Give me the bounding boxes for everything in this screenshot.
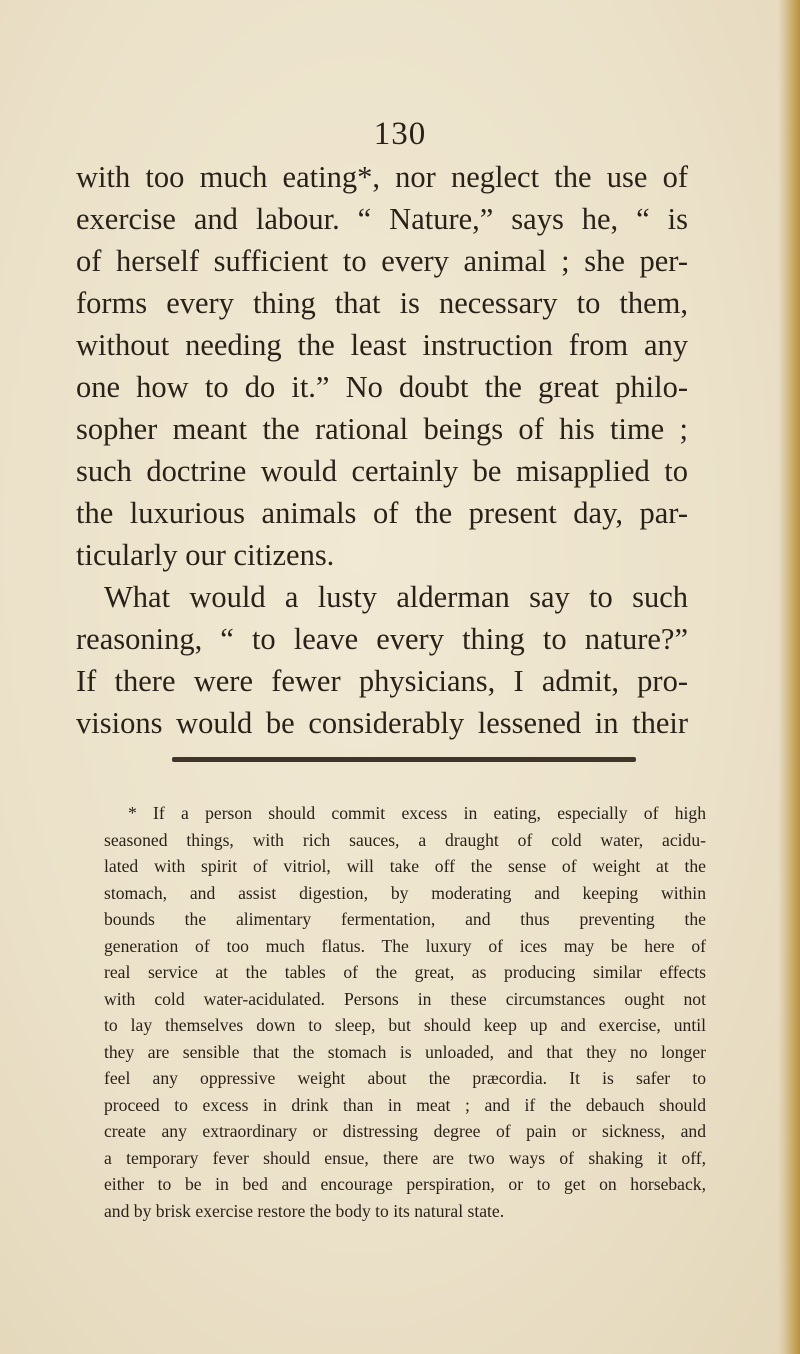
text-line: visions would be considerably lessened in their bbox=[76, 706, 688, 740]
footnote-line: create any extraordinary or distressing degree of pain or sickness, and bbox=[104, 1121, 706, 1141]
footnote-line: real service at the tables of the great, as producing similar effects bbox=[104, 962, 706, 982]
text-line: forms every thing that is necessary to them, bbox=[76, 286, 688, 320]
text-line: such doctrine would certainly be misapplied to bbox=[76, 454, 688, 488]
footnote-line: generation of too much flatus. The luxury of ices may be here of bbox=[104, 935, 706, 956]
text-line: sopher meant the rational beings of his time ; bbox=[76, 412, 688, 446]
text-line: If there were fewer physicians, I admit, pro- bbox=[76, 664, 688, 698]
footnote-line: with cold water-acidulated. Persons in these circumstances ought not bbox=[104, 988, 706, 1009]
text-line: What would a lusty alderman say to such bbox=[104, 580, 688, 614]
footnote-line: stomach, and assist digestion, by moderating and keeping within bbox=[104, 882, 706, 903]
footnote-line: seasoned things, with rich sauces, a draught of cold water, acidu- bbox=[104, 829, 706, 850]
footnote-line: they are sensible that the stomach is unloaded, and that they no longer bbox=[104, 1041, 706, 1062]
text-line: of herself sufficient to every animal ; she per- bbox=[76, 244, 688, 278]
text-line: ticularly our citizens. bbox=[76, 538, 335, 572]
footnote bbox=[104, 800, 706, 1224]
page-number: 130 bbox=[373, 116, 427, 152]
text-line: with too much eating*, nor neglect the use of bbox=[76, 160, 688, 194]
footnote-rule bbox=[172, 757, 636, 762]
text-line: the luxurious animals of the present day, par- bbox=[76, 496, 688, 530]
footnote-line: a temporary fever should ensue, there are two ways of shaking it off, bbox=[104, 1147, 706, 1168]
footnote-line: lated with spirit of vitriol, will take off the sense of weight at the bbox=[104, 856, 706, 876]
text-line: exercise and labour. “ Nature,” says he, “ is bbox=[76, 202, 688, 236]
text-line: reasoning, “ to leave every thing to nature?” bbox=[76, 622, 688, 656]
footnote-line: bounds the alimentary fermentation, and thus preventing the bbox=[104, 909, 706, 929]
footnote-line: feel any oppressive weight about the præcordia. It is safer to bbox=[104, 1068, 706, 1088]
text-line: one how to do it.” No doubt the great philo- bbox=[76, 370, 688, 404]
footnote-line: proceed to excess in drink than in meat ; and if the debauch should bbox=[104, 1094, 706, 1115]
page-edge bbox=[778, 0, 800, 1354]
footnote-line: to lay themselves down to sleep, but should keep up and exercise, until bbox=[104, 1015, 706, 1035]
main-text bbox=[76, 156, 688, 744]
text-line: without needing the least instruction from any bbox=[76, 328, 688, 362]
footnote-line: and by brisk exercise restore the body to its natural state. bbox=[104, 1200, 505, 1221]
footnote-line: either to be in bed and encourage perspiration, or to get on horseback, bbox=[104, 1174, 706, 1194]
footnote-line: * If a person should commit excess in eating, especially of high bbox=[128, 803, 706, 823]
